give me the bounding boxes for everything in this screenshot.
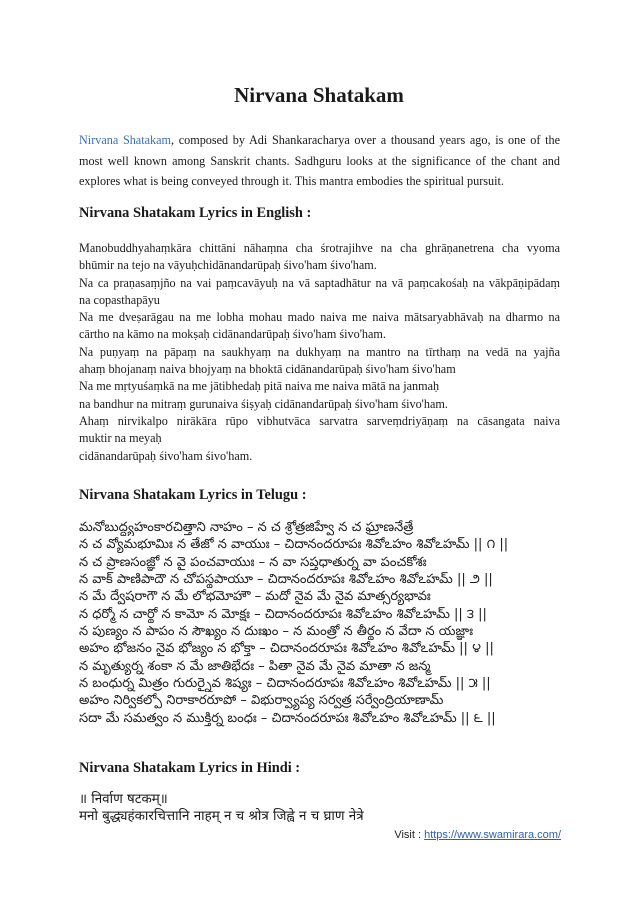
hindi-line: मनो बुद्ध्यहंकारचित्तानि नाहम् न च श्रोत्र जिह्वे न च घ्राण नेत्रे [79, 809, 364, 825]
telugu-line: న మే ద్వేషరాగౌ న మే లోభమోహౌ – మదో నైవ మే నైవ మాత్సర్యభావః [79, 589, 431, 605]
hindi-line: ॥ निर्वाण षटकम्॥ [79, 792, 168, 807]
telugu-heading: Nirvana Shatakam Lyrics in Telugu : [79, 487, 307, 503]
telugu-line: న చ వ్యోమభూమిః న తేజో న వాయుః – చిదానందరూపః శివోఽహం శివోఽహమ్ || ౧ || [79, 537, 509, 553]
visit-footer [394, 829, 561, 841]
english-line: Manobuddhyahaṃkāra chittāni nāhaṃna cha śrotrajihve na cha ghrāṇanetrena cha vyoma [79, 241, 560, 255]
telugu-lyrics [79, 519, 565, 727]
shatakam-link[interactable]: Shatakam [122, 133, 171, 147]
telugu-line: న చ ప్రాణసంజ్ఞో న వై పంచవాయుః – న వా సప్తధాతుర్న వా పంచకోశః [79, 554, 427, 570]
intro-text: , composed by Adi Shankaracharya over a thousand years ago, is one of the most well known among Sanskrit chants. Sadhguru looks at the significance of the chant and explores what is being conveyed through it. This mantra embodies the spiritual pursuit. [79, 133, 560, 188]
hindi-heading: Nirvana Shatakam Lyrics in Hindi : [79, 760, 301, 776]
english-line: Ahaṃ nirvikalpo nirākāra rūpo vibhutvāca sarvatra sarveṃdriyāṇaṃ na cāsangata naiva [79, 413, 560, 428]
english-line: cārtho na kāmo na mokṣaḥ cidānandarūpaḥ śivo'ham śivo'ham. [79, 327, 386, 342]
telugu-line: అహం నిర్వికల్పో నిరాకారరూపో – విభుర్వ్యాప్య సర్వత్ర సర్వేంద్రియాణామ్ [79, 693, 444, 709]
telugu-line: న పుణ్యం న పాపం న సౌఖ్యం న దుఃఖం – న మంత్రో న తీర్థం న వేదా న యజ్ఞాః [79, 624, 474, 640]
english-line: ahaṃ bhojanaṃ naiva bhojyaṃ na bhoktā cidānandarūpaḥ śivo'ham śivo'ham [79, 362, 456, 377]
english-line: Na me mṛtyuśaṃkā na me jātibhedaḥ pitā naiva me naiva mātā na janmaḥ [79, 379, 440, 394]
telugu-line: న బంధుర్న మిత్రం గురుర్నైవ శిష్యః – చిదానందరూపః శివోఽహం శివోఽహమ్ || ౫ || [79, 676, 491, 692]
english-line: Na me dveṣarāgau na me lobha mohau mado naiva me naiva mātsaryabhāvaḥ na dharmo na [79, 310, 560, 325]
intro-paragraph [79, 130, 560, 192]
page-title: Nirvana Shatakam [234, 83, 404, 107]
telugu-line: సదా మే సమత్వం న ముక్తిర్న బంధః – చిదానందరూపః శివోఽహం శివోఽహమ్ || ౬ || [79, 710, 496, 726]
telugu-line: న మృత్యుర్న శంకా న మే జాతిభేదః – పితా నైవ మే నైవ మాతా న జన్మ [79, 658, 431, 674]
telugu-line: అహం భోజనం నైవ భోజ్యం న భోక్తా – చిదానందరూపః శివోఽహం శివోఽహమ్ || ౪ || [79, 641, 494, 657]
nirvana-link[interactable]: Nirvana [79, 133, 119, 147]
english-line: Na ca praṇasaṃjño na vai paṃcavāyuḥ na vā saptadhātur na vā paṃcakośaḥ na vākpāṇipādaṃ [79, 275, 560, 290]
hindi-lyrics [79, 791, 560, 826]
english-heading: Nirvana Shatakam Lyrics in English : [79, 205, 312, 221]
english-line: bhūmir na tejo na vāyuḥchidānandarūpaḥ śivo'ham śivo'ham. [79, 258, 377, 273]
telugu-line: మనోబుద్ధ్యహంకారచిత్తాని నాహం – న చ శ్రోత్రజిహ్వే న చ ఘ్రాణనేత్రే [79, 520, 414, 535]
english-lyrics [79, 240, 560, 465]
english-line: cidānandarūpaḥ śivo'ham śivo'ham. [79, 448, 253, 463]
english-line: na bandhur na mitraṃ gurunaiva śiṣyaḥ cidānandarūpaḥ śivo'ham śivo'ham. [79, 396, 448, 411]
english-line: Na puṇyaṃ na pāpaṃ na saukhyaṃ na dukhyaṃ na mantro na tīrthaṃ na vedā na yajña [79, 344, 560, 359]
website-link[interactable]: https://www.swamirara.com/ [424, 829, 561, 841]
english-line: na copasthapāyu [79, 292, 160, 307]
visit-label: Visit : [394, 829, 425, 841]
telugu-line: న వాక్ పాణిపాదౌ న చోపస్థపాయూ – చిదానందరూపః శివోఽహం శివోఽహమ్ || ౨ || [79, 572, 493, 588]
telugu-line: న ధర్మో న చార్థో న కామో న మోక్షః – చిదానందరూపః శివోఽహం శివోఽహమ్ || ౩ || [79, 606, 487, 622]
english-line: muktir na meyaḥ [79, 431, 162, 446]
